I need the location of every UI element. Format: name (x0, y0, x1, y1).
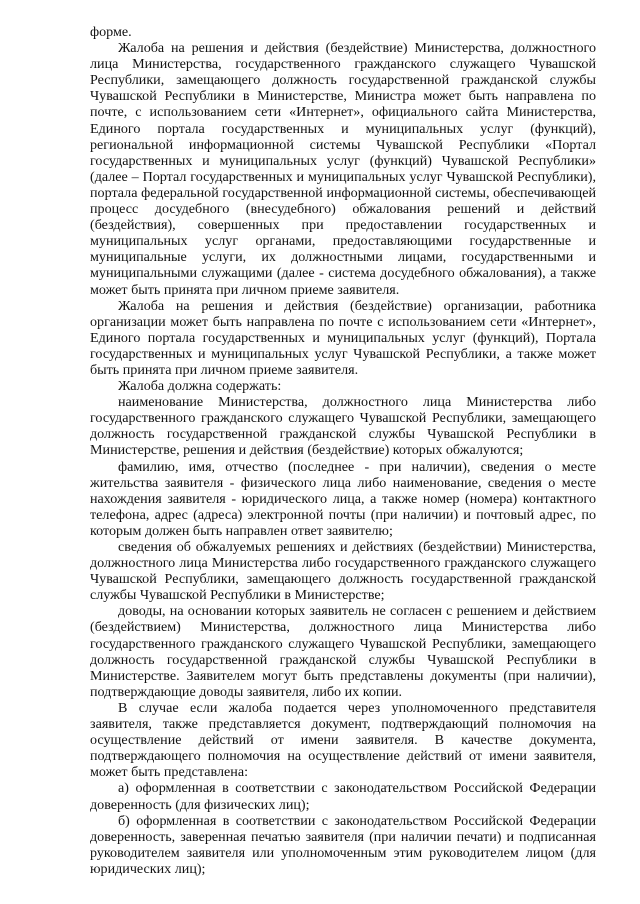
document-page (90, 24, 596, 877)
paragraph-continuation: форме. (90, 24, 132, 40)
paragraph-item-b: б) оформленная в соответствии с законодательством Российской Федерации доверенность, заверенная печатью заявителя (при наличии печати) и подписанная руководителем заявителя или уполномоченным этим руководителем лицом (для юридических лиц); (90, 812, 596, 877)
paragraph-item-arguments: доводы, на основании которых заявитель не согласен с решением и действием (бездействием) Министерства, должностного лица Министерства либо государственного гражданского служащего Чувашской Республики, замещающего должность государственной гражданской службы Чувашской Республики в Министерстве. Заявителем могут быть представлены документы (при наличии), подтверждающие доводы заявителя, либо их копии. (90, 603, 596, 700)
paragraph-representative: В случае если жалоба подается через уполномоченного представителя заявителя, также представляется документ, подтверждающий полномочия на осуществление действий от имени заявителя. В качестве документа, подтверждающего полномочия на осуществление действий от имени заявителя, может быть представлена: (90, 699, 596, 781)
paragraph-item-name: наименование Министерства, должностного лица Министерства либо государственного гражданского служащего Чувашской Республики, замещающего должность государственной гражданской службы Чувашской Республики в Министерстве, решения и действия (бездействие) которых обжалуются; (90, 394, 596, 459)
paragraph-complaint-organization: Жалоба на решения и действия (бездействие) организации, работника организации может быть направлена по почте с использованием сети «Интернет», Единого портала государственных и муниципальных услуг (функций), Портала государственных и муниципальных услуг Чувашской Республики, а также может быть принята при личном приеме заявителя. (90, 297, 596, 378)
paragraph-item-applicant: фамилию, имя, отчество (последнее - при наличии), сведения о месте жительства заявителя - физического лица либо наименование, сведения о месте нахождения заявителя - юридического лица, а также номер (номера) контактного телефона, адрес (адреса) электронной почты (при наличии) и почтовый адрес, по которым должен быть направлен ответ заявителю; (90, 458, 596, 539)
paragraph-item-decisions: сведения об обжалуемых решениях и действиях (бездействии) Министерства, должностного лица Министерства либо государственного гражданского служащего Чувашской Республики, замещающего должность государственной гражданской службы Чувашской Республики в Министерстве; (90, 539, 596, 604)
paragraph-complaint-contents: Жалоба должна содержать: (118, 378, 282, 395)
paragraph-item-a: а) оформленная в соответствии с законодательством Российской Федерации доверенность (для физических лиц); (90, 780, 596, 813)
paragraph-complaint-ministry: Жалоба на решения и действия (бездействие) Министерства, должностного лица Министерства, государственного гражданского служащего Чувашской Республики, замещающего должность государственной гражданской службы Чувашской Республики в Министерстве, Министра может быть направлена по почте, с использованием сети «Интернет», официального сайта Министерства, Единого портала государственных и муниципальных услуг (функций), региональной информационной системы Чувашской Республики «Портал государственных и муниципальных услуг (функций) Чувашской Республики» (далее – Портал государственных и муниципальных услуг Чувашской Республики), портала федеральной государственной информационной системы, обеспечивающей процесс досудебного (внесудебного) обжалования решений и действий (бездействия), совершенных при предоставлении государственных и муниципальных услуг органами, предоставляющими государственные и муниципальные услуги, их должностными лицами, государственными и муниципальными служащими (далее - система досудебного обжалования), а также может быть принята при личном приеме заявителя. (90, 40, 596, 298)
